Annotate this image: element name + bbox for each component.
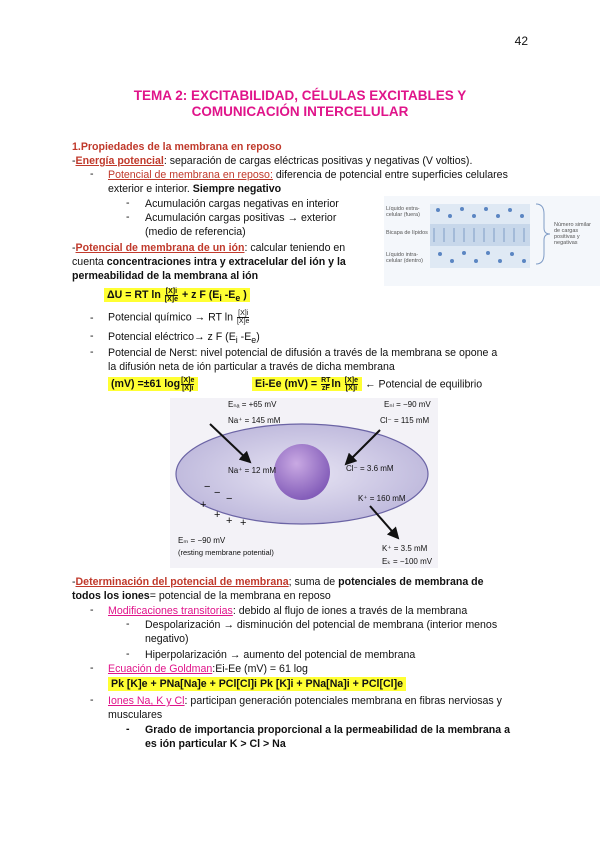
formula-nerst-2 [252, 377, 482, 392]
label-bicapa: Bicapa de lípidos [386, 230, 428, 236]
determinacion-bold: potenciales de membrana de [338, 576, 484, 588]
label-Em: Eₘ = −90 mV [178, 536, 226, 545]
bullet-dash: - [126, 723, 130, 735]
sub-i: i [235, 335, 238, 346]
pot-ion-line-3: permeabilidad de la membrana al ión [72, 270, 259, 282]
formula-main-c: -E [221, 289, 236, 302]
equilibrio-label: ← Potencial de equilibrio [364, 378, 483, 391]
f2-frac [345, 377, 358, 392]
f2-ln: ln [331, 378, 341, 391]
frac-num: [X]e [181, 377, 195, 384]
nerst-line-2: la difusión neta de ión particular a través de dicha membrana [108, 361, 395, 373]
iones-term: Iones Na, K y Cl [108, 695, 185, 707]
pot-ion-text-2b: concentraciones intra y extracelular del ión y la [106, 256, 346, 268]
frac-den: [X]i [182, 385, 194, 392]
goldman-text: :Ei-Ee (mV) = 61 log [212, 663, 308, 675]
label-Cl-in: Cl⁻ = 3.6 mM [346, 464, 394, 473]
siempre-negativo: Siempre negativo [192, 183, 282, 195]
f2-a: Ei-Ee (mV) = [255, 378, 318, 391]
svg-text:−: − [214, 487, 221, 499]
formula-main-a: ΔU = RT ln [107, 289, 161, 302]
frac-den: [X]e [236, 318, 250, 325]
title-line-1: TEMA 2: EXCITABILIDAD, CÉLULAS EXCITABLES Y [133, 88, 467, 103]
sub-e: e [235, 293, 241, 304]
quimico-frac [237, 310, 249, 325]
bullet-dash: - [90, 662, 94, 674]
cell-figure [170, 398, 438, 568]
svg-text:−: − [226, 493, 233, 505]
goldman-line [108, 662, 308, 676]
label-EK: Eₖ = −100 mV [382, 557, 433, 566]
f2-frac-rt [321, 377, 330, 392]
acum-negativas: Acumulación cargas negativas en interior [145, 198, 339, 210]
svg-text:+: + [226, 515, 233, 527]
electrico-a: Potencial eléctrico→ z F (E [108, 331, 236, 343]
determinacion-text-2: = potencial de la membrana en reposo [149, 590, 331, 602]
label-K-in: K⁺ = 160 mM [358, 494, 406, 503]
sub-i: i [219, 293, 222, 304]
label-Na-in: Na⁺ = 12 mM [228, 466, 277, 475]
goldman-formula-text: Pk [K]e + PNa[Na]e + PCl[Cl]i Pk [K]i + PNa[Na]i + PCl[Cl]e [108, 677, 406, 691]
bullet-dash: - [126, 648, 130, 660]
pot-ion-line: -Potencial de membrana de un ión: calcular teniendo en [72, 242, 346, 254]
potencial-electrico [108, 330, 260, 347]
label-resting: (resting membrane potential) [178, 548, 274, 557]
formula-main-b: + z F (E [181, 289, 220, 302]
pot-ion-text: : calcular teniendo en [244, 242, 346, 254]
pot-reposo-text-2: exterior e interior. [108, 183, 193, 195]
label-ECl: Eₙₗ = −90 mV [384, 400, 431, 409]
intracellular-band [430, 246, 530, 268]
energia-potencial-term: Energía potencial [75, 155, 164, 167]
grado-line-1: Grado de importancia proporcional a la permeabilidad de la membrana a [145, 724, 510, 736]
modificaciones-line [108, 604, 467, 618]
iones-line-2: musculares [108, 709, 163, 721]
electrico-b: -E [237, 331, 252, 343]
svg-text:+: + [214, 509, 221, 521]
f1-frac [181, 377, 194, 392]
pot-reposo-line [108, 168, 508, 182]
bilayer-band [430, 224, 530, 246]
label-liquido-intra: Líquido intra-celular (dentro) [386, 252, 423, 264]
extracellular-band [430, 204, 530, 224]
svg-text:+: + [200, 499, 207, 511]
energia-potencial-text: : separación de cargas eléctricas positivas y negativas (V voltios). [163, 155, 473, 167]
label-ENa: Eₙₐ = +65 mV [228, 400, 277, 409]
hiperpolarizacion: Hiperpolarización → aumento del potencial de membrana [145, 649, 416, 661]
pot-ion-line-2 [72, 255, 346, 269]
label-liquido-extra: Líquido extra-celular (fuera) [386, 206, 420, 218]
goldman-term: Ecuación de Goldman [108, 663, 213, 675]
energia-potencial-line: -Energía potencial: separación de cargas eléctricas positivas y negativas (V voltios). [72, 155, 473, 167]
label-Na-out: Na⁺ = 145 mM [228, 416, 281, 425]
todos-los-iones: todos los iones [72, 590, 150, 602]
pot-reposo-line-2 [108, 182, 281, 196]
svg-text:+: + [240, 517, 247, 529]
bullet-dash: - [90, 312, 94, 324]
frac-num: [X]i [238, 310, 249, 317]
label-Cl-out: Cl⁻ = 115 mM [380, 416, 430, 425]
pot-reposo-text: diferencia de potencial entre superficies celulares [272, 169, 508, 181]
frac-den: zF [321, 385, 330, 392]
bullet-dash: - [90, 346, 94, 358]
label-K-out: K⁺ = 3.5 mM [382, 544, 428, 553]
svg-text:−: − [204, 481, 211, 493]
iones-line [108, 694, 502, 708]
pot-reposo-term: Potencial de membrana en reposo: [108, 169, 273, 181]
bullet-dash: - [90, 168, 94, 180]
section-heading: 1.Propiedades de la membrana en reposo [72, 141, 282, 153]
bullet-dash: - [126, 197, 130, 209]
frac-num: [X]i [165, 288, 178, 295]
nucleus [274, 444, 330, 500]
quimico-text: Potencial químico → RT ln [108, 311, 234, 324]
formula-main-frac [165, 288, 178, 303]
bullet-dash: - [90, 694, 94, 706]
modificaciones-text: : debido al flujo de iones a través de la membrana [232, 605, 468, 617]
frac-den: [X]e [164, 296, 179, 303]
frac-den: [X]i [345, 385, 358, 392]
page-title [100, 88, 500, 120]
pot-ion-term: Potencial de membrana de un ión [75, 242, 245, 254]
despolarizacion-1: Despolarización → disminución del potencial de membrana (interior menos [145, 619, 498, 631]
pot-ion-text-2a: cuenta [72, 256, 107, 268]
determinacion-text: ; suma de [288, 576, 339, 588]
potencial-quimico [108, 310, 250, 325]
iones-text: : participan generación potenciales membrana en fibras nerviosas y [184, 695, 502, 707]
nerst-line-1: Potencial de Nerst: nivel potencial de difusión a través de la membrana se opone a [108, 347, 498, 359]
electrico-c: ) [256, 331, 260, 343]
determinacion-term: Determinación del potencial de membrana [75, 576, 289, 588]
frac-num: [X]e [344, 377, 359, 384]
sub-e: e [251, 335, 257, 346]
bullet-dash: - [90, 604, 94, 616]
frac-num: RT [321, 377, 331, 384]
membrane-figure [384, 196, 600, 286]
bullet-dash: - [126, 211, 130, 223]
title-line-2: COMUNICACIÓN INTERCELULAR [191, 104, 409, 119]
determinacion-line-2 [72, 589, 331, 603]
formula-main [104, 288, 250, 305]
acum-positivas: Acumulación cargas positivas → exterior [145, 212, 337, 224]
grado-line-2: es ión particular K > Cl > Na [145, 738, 286, 750]
label-numero-similar: Número similar de cargas positivas y negativas [554, 222, 591, 246]
formula-main-d: ) [240, 289, 247, 302]
despolarizacion-2: negativo) [145, 633, 189, 645]
formula-nerst-1 [108, 377, 198, 392]
bullet-dash: - [126, 618, 130, 630]
determinacion-line: -Determinación del potencial de membrana; suma de potenciales de membrana de [72, 576, 484, 588]
f1-a: (mV) =±61 log [111, 378, 181, 391]
bullet-dash: - [90, 330, 94, 342]
page-number: 42 [514, 34, 528, 48]
medio-referencia: (medio de referencia) [145, 226, 246, 238]
goldman-formula [108, 677, 406, 691]
modificaciones-term: Modificaciones transitorias [108, 605, 233, 617]
